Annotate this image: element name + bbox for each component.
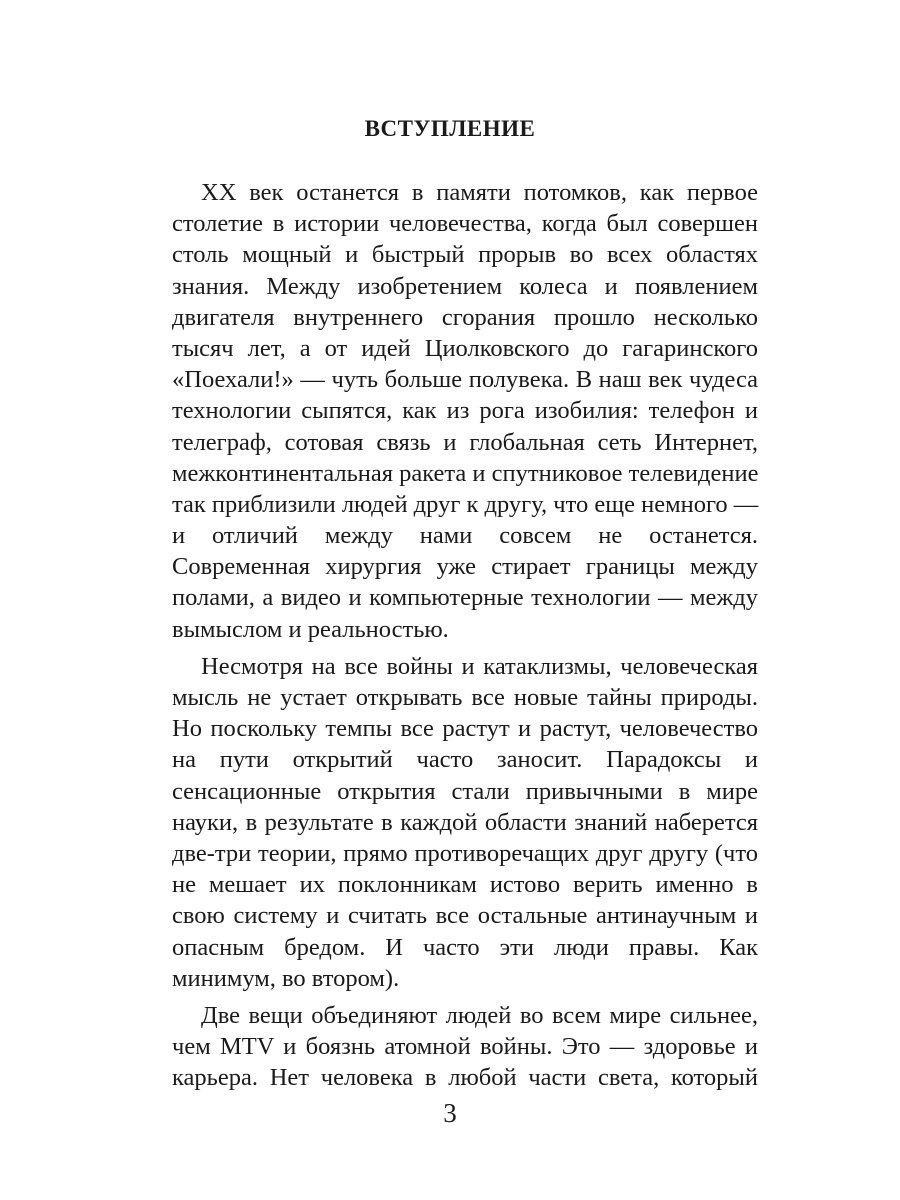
text-line: знания. Между изобретением колеса и появлением xyxy=(172,272,758,300)
text-line: свою систему и считать все остальные антинаучным и xyxy=(172,902,758,930)
text-line: тысяч лет, а от идей Циолковского до гагаринского xyxy=(172,334,758,362)
text-line: опасным бредом. И часто эти люди правы. Как xyxy=(172,933,758,961)
text-line: не мешает их поклонникам истово верить именно в xyxy=(172,871,758,899)
text-line: Две вещи объединяют людей во всем мире сильнее, xyxy=(201,1001,758,1029)
text-line: полами, а видео и компьютерные технологии — между xyxy=(172,584,758,612)
text-line: вымыслом и реальностью. xyxy=(172,615,449,643)
text-line: мысль не устает открывать все новые тайны природы. xyxy=(172,684,758,711)
text-line: науки, в результате в каждой области знаний наберется xyxy=(172,808,758,836)
text-line: на пути открытий часто заносит. Парадоксы и xyxy=(172,746,758,774)
text-line: двигателя внутреннего сгорания прошло несколько xyxy=(172,303,758,331)
text-line: минимум, во втором). xyxy=(172,964,400,992)
text-line: столетие в истории человечества, когда был совершен xyxy=(172,210,758,238)
text-line: телеграф, сотовая связь и глобальная сеть Интернет, xyxy=(172,428,758,456)
text-line: Современная хирургия уже стирает границы между xyxy=(172,553,758,581)
page-number: 3 xyxy=(443,1098,457,1128)
text-line: чем MTV и боязнь атомной войны. Это — здоровье и xyxy=(172,1033,758,1061)
paragraph xyxy=(172,1000,758,1094)
text-line: столь мощный и быстрый прорыв во всех областях xyxy=(172,241,758,269)
text-line: Несмотря на все войны и катаклизмы, человеческая xyxy=(201,652,758,680)
chapter-title: ВСТУПЛЕНИЕ xyxy=(364,116,536,141)
text-line: технологии сыпятся, как из рога изобилия: телефон и xyxy=(172,397,758,425)
text-line: Но поскольку темпы все растут и растут, человечество xyxy=(172,715,758,743)
paragraph xyxy=(172,177,758,645)
paragraph xyxy=(172,651,758,994)
text-line: XX век останется в памяти потомков, как первое xyxy=(201,179,758,206)
text-line: и отличий между нами совсем не останется. xyxy=(172,522,758,550)
text-line: карьера. Нет человека в любой части света, который xyxy=(172,1064,758,1092)
text-line: сенсационные открытия стали привычными в мире xyxy=(172,777,758,805)
text-line: так приблизили людей друг к другу, что еще немного — xyxy=(172,490,759,518)
text-line: «Поехали!» — чуть больше полувека. В наш век чудеса xyxy=(172,366,758,394)
text-line: две-три теории, прямо противоречащих друг другу (что xyxy=(172,839,758,867)
body-text xyxy=(172,177,758,1099)
text-line: межконтинентальная ракета и спутниковое телевидение xyxy=(172,459,759,487)
